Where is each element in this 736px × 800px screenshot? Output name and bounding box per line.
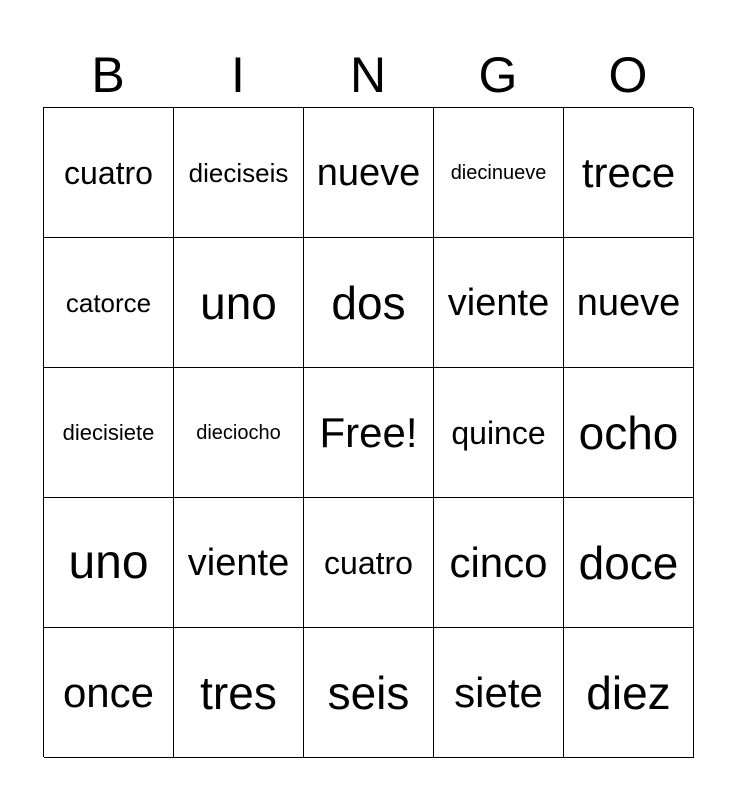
header-letter-g: G — [478, 47, 518, 103]
bingo-cell[interactable]: ocho — [564, 368, 694, 498]
bingo-cell[interactable]: quince — [434, 368, 564, 498]
bingo-cell[interactable]: dos — [304, 238, 434, 368]
bingo-header — [43, 44, 693, 106]
bingo-cell[interactable]: uno — [174, 238, 304, 368]
bingo-cell[interactable]: diez — [564, 628, 694, 758]
bingo-cell[interactable]: catorce — [44, 238, 174, 368]
bingo-cell[interactable]: dieciocho — [174, 368, 304, 498]
bingo-cell[interactable]: uno — [44, 498, 174, 628]
bingo-cell[interactable]: doce — [564, 498, 694, 628]
header-letter-b: B — [91, 47, 125, 103]
bingo-cell[interactable]: trece — [564, 108, 694, 238]
header-letter-i: I — [231, 47, 245, 103]
bingo-cell[interactable]: viente — [174, 498, 304, 628]
bingo-cell[interactable]: seis — [304, 628, 434, 758]
bingo-cell[interactable]: cuatro — [304, 498, 434, 628]
bingo-cell[interactable]: tres — [174, 628, 304, 758]
header-letter-n: N — [349, 47, 387, 103]
bingo-cell[interactable]: once — [44, 628, 174, 758]
bingo-cell[interactable]: cinco — [434, 498, 564, 628]
bingo-cell[interactable]: siete — [434, 628, 564, 758]
bingo-cell[interactable]: nueve — [564, 238, 694, 368]
bingo-cell[interactable]: viente — [434, 238, 564, 368]
bingo-cell[interactable]: nueve — [304, 108, 434, 238]
bingo-cell[interactable]: diecinueve — [434, 108, 564, 238]
bingo-cell[interactable]: dieciseis — [174, 108, 304, 238]
header-letter-o: O — [608, 47, 648, 103]
bingo-board — [43, 107, 693, 757]
bingo-cell[interactable]: diecisiete — [44, 368, 174, 498]
free-cell[interactable]: Free! — [304, 368, 434, 498]
bingo-cell[interactable]: cuatro — [44, 108, 174, 238]
